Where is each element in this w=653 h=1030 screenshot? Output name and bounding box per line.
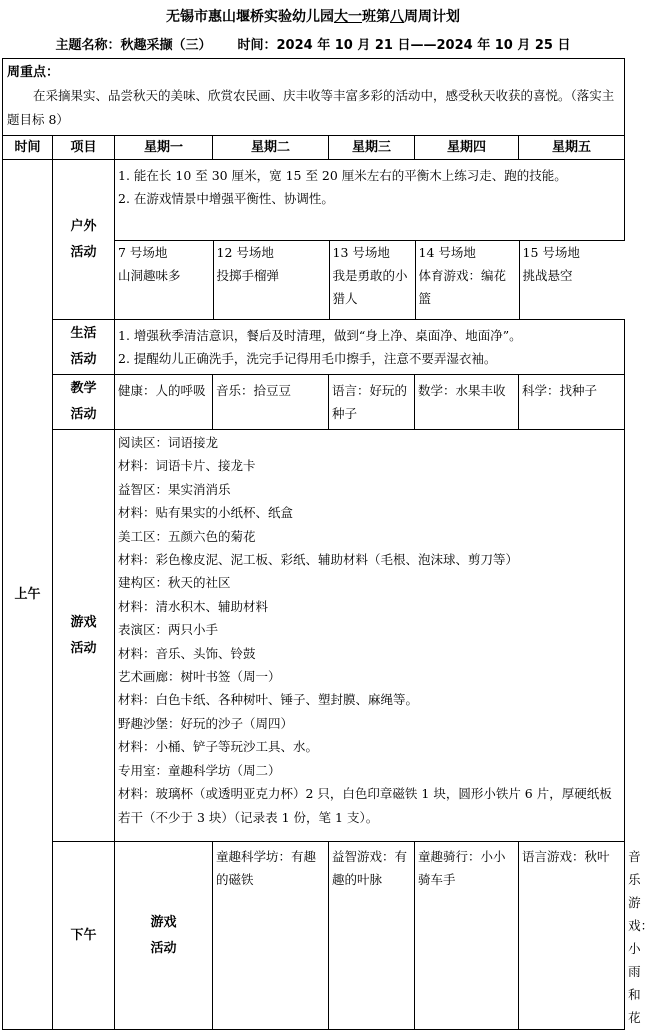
game-label: 游戏 活动 xyxy=(53,430,115,842)
teaching-thursday: 数学：水果丰收 xyxy=(415,375,519,430)
outdoor-wednesday: 13 号场地 我是勇敢的小猎人 xyxy=(329,241,415,319)
week-focus-title: 周重点： xyxy=(7,65,60,80)
game-line: 建构区：秋天的社区 xyxy=(118,575,231,591)
game-line: 材料：贴有果实的小纸杯、纸盒 xyxy=(118,505,294,521)
teaching-monday: 健康：人的呼吸 xyxy=(115,375,213,430)
title-mid: 班第 xyxy=(362,9,390,25)
header-friday: 星期五 xyxy=(519,136,625,160)
header-time: 时间 xyxy=(3,136,53,160)
game-line: 材料：彩色橡皮泥、泥工板、彩纸、辅助材料（毛根、泡沫球、剪刀等） xyxy=(118,552,519,568)
theme-value: 秋趣采撷（三） xyxy=(120,38,212,53)
period-morning: 上午 xyxy=(3,160,53,1030)
outdoor-goal-2: 2. 在游戏情景中增强平衡性、协调性。 xyxy=(118,191,334,206)
document-subtitle xyxy=(0,34,626,53)
game-line: 材料：清水积木、辅助材料 xyxy=(118,598,269,614)
header-row xyxy=(3,136,625,160)
teaching-label: 教学 活动 xyxy=(53,375,115,430)
period-afternoon: 下午 xyxy=(53,842,115,1030)
afternoon-thursday: 语言游戏：秋叶 xyxy=(519,842,625,1030)
outdoor-thursday: 14 号场地 体育游戏：编花篮 xyxy=(415,241,519,319)
outdoor-goal-1: 1. 能在长 10 至 30 厘米，宽 15 至 20 厘米左右的平衡木上练习走、跑的技能。 xyxy=(118,168,567,183)
title-week: 八 xyxy=(390,9,404,25)
life-content xyxy=(115,320,625,375)
life-row xyxy=(3,320,625,375)
afternoon-row: 下午 游戏 活动 童趣科学坊：有趣的磁铁 益智游戏：有趣的叶脉 童趣骑行：小小骑车手 语言游戏：秋叶 音乐游戏：小雨和花 xyxy=(3,842,625,1030)
game-line: 艺术画廊：树叶书签（周一） xyxy=(118,669,281,685)
title-suffix: 周周计划 xyxy=(404,9,460,25)
time-label: 时间： xyxy=(237,38,277,53)
game-line: 阅读区：词语接龙 xyxy=(118,435,219,450)
game-line: 材料：音乐、头饰、铃鼓 xyxy=(118,645,256,661)
title-class: 大一 xyxy=(334,9,362,25)
game-content xyxy=(115,430,625,842)
game-line: 益智区：果实消消乐 xyxy=(118,481,231,497)
life-label: 生活 活动 xyxy=(53,320,115,375)
life-line-1: 1. 增强秋季清洁意识，餐后及时清理，做到“身上净、桌面净、地面净”。 xyxy=(118,328,522,343)
life-line-2: 2. 提醒幼儿正确洗手，洗完手记得用毛巾擦手，注意不要弄湿衣袖。 xyxy=(118,351,497,366)
week-focus xyxy=(3,59,625,136)
header-tuesday: 星期二 xyxy=(213,136,329,160)
game-line: 野趣沙堡：好玩的沙子（周四） xyxy=(118,715,294,731)
afternoon-game-label: 游戏 活动 xyxy=(115,842,213,1030)
game-line: 材料：玻璃杯（或透明亚克力杯）2 只，白色印章磁铁 1 块，圆形小铁片 6 片，厚硬纸板若干（不少于 3 块）（记录表 1 份，笔 1 支）。 xyxy=(118,786,612,825)
teaching-wednesday: 语言：好玩的种子 xyxy=(329,375,415,430)
title-school: 无锡市惠山堰桥实验幼儿园 xyxy=(166,9,334,25)
header-monday: 星期一 xyxy=(115,136,213,160)
theme-label: 主题名称： xyxy=(55,38,121,53)
time-value: 2024 年 10 月 21 日——2024 年 10 月 25 日 xyxy=(276,38,571,53)
game-line: 专用室：童趣科学坊（周二） xyxy=(118,762,281,778)
document-title xyxy=(0,6,626,26)
game-line: 表演区：两只小手 xyxy=(118,622,219,638)
header-item: 项目 xyxy=(53,136,115,160)
outdoor-friday: 15 号场地 挑战悬空 xyxy=(519,241,625,319)
header-wednesday: 星期三 xyxy=(329,136,415,160)
outdoor-label: 户外 活动 xyxy=(53,160,115,320)
game-line: 材料：小桶、铲子等玩沙工具、水。 xyxy=(118,739,319,755)
outdoor-tuesday: 12 号场地 投掷手榴弹 xyxy=(213,241,329,319)
teaching-friday: 科学：找种子 xyxy=(519,375,625,430)
game-line: 美工区：五颜六色的菊花 xyxy=(118,528,256,544)
game-line: 材料：词语卡片、接龙卡 xyxy=(118,458,256,474)
outdoor-monday: 7 号场地 山洞趣味多 xyxy=(118,245,181,283)
afternoon-wednesday: 童趣骑行：小小骑车手 xyxy=(415,842,519,1030)
plan-table xyxy=(2,58,653,1030)
game-line: 材料：白色卡纸、各种树叶、锤子、塑封膜、麻绳等。 xyxy=(118,692,419,708)
header-thursday: 星期四 xyxy=(415,136,519,160)
afternoon-tuesday: 益智游戏：有趣的叶脉 xyxy=(329,842,415,1030)
game-row xyxy=(3,430,625,842)
outdoor-goals-row xyxy=(3,160,625,241)
teaching-tuesday: 音乐：拾豆豆 xyxy=(213,375,329,430)
outdoor-goals xyxy=(115,160,625,241)
week-focus-body: 在采摘果实、品尝秋天的美味、欣赏农民画、庆丰收等丰富多彩的活动中，感受秋天收获的喜悦。（落实主题目标 8） xyxy=(7,88,615,127)
afternoon-monday: 童趣科学坊：有趣的磁铁 xyxy=(213,842,329,1030)
teaching-row xyxy=(3,375,625,430)
